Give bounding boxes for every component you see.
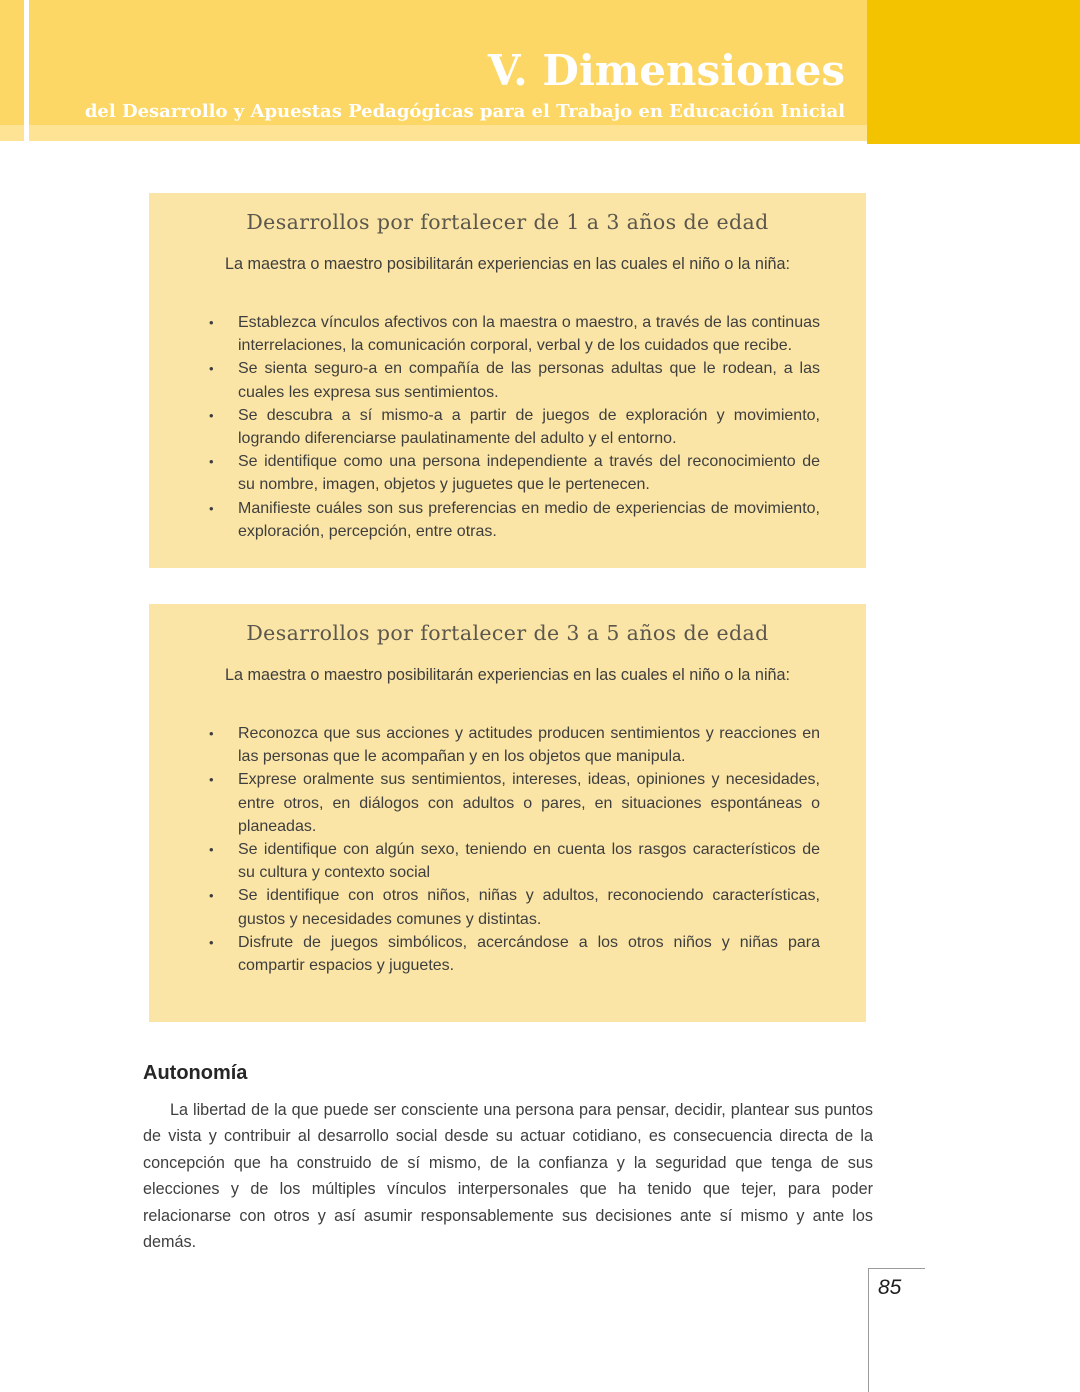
header-left-divider (24, 0, 29, 141)
bullet-list (149, 685, 866, 977)
list-item: • Se descubra a sí mismo-a a partir de juegos de exploración y movimiento, logrando diferenciarse paulatinamente del adulto y el entorno. (206, 404, 820, 450)
page-number-corner (868, 1268, 925, 1392)
header-bottom-fade (0, 125, 867, 141)
box-subtitle: La maestra o maestro posibilitarán experiencias en las cuales el niño o la niña: (224, 666, 791, 684)
box-title: Desarrollos por fortalecer de 1 a 3 años de edad (246, 210, 769, 234)
section-heading-autonomia: Autonomía (143, 1062, 248, 1084)
list-item: • Manifieste cuáles son sus preferencias en medio de experiencias de movimiento, exploración, percepción, entre otras. (206, 497, 820, 543)
autonomia-paragraph: La libertad de la que puede ser consciente una persona para pensar, decidir, plantear sus puntos de vista y contribuir al desarrollo social desde su actuar cotidiano, es consecuencia directa de la concepción que ha construido de sí mismo, de la confianza y la seguridad que tenga de sus elecciones y de los múltiples vínculos interpersonales que ha tenido que tejer, para poder relacionarse con otros y así asumir responsablemente sus decisiones ante sí mismo y ante los demás. (143, 1101, 873, 1252)
box-subtitle: La maestra o maestro posibilitarán experiencias en las cuales el niño o la niña: (224, 255, 791, 273)
list-item: • Se identifique con otros niños, niñas y adultos, reconociendo características, gustos y necesidades comunes y distintas. (206, 884, 820, 930)
list-item: • Se identifique con algún sexo, teniendo en cuenta los rasgos característicos de su cultura y contexto social (206, 838, 820, 884)
list-item: • Reconozca que sus acciones y actitudes producen sentimientos y reacciones en las personas que le acompañan y en los objetos que manipula. (206, 722, 820, 768)
chapter-title: V. Dimensiones (487, 46, 845, 95)
box-title: Desarrollos por fortalecer de 3 a 5 años de edad (246, 621, 769, 645)
development-box-1-3-years (149, 193, 866, 568)
list-item: • Disfrute de juegos simbólicos, acercándose a los otros niños y niñas para compartir espacios y juguetes. (206, 931, 820, 977)
list-item: • Se identifique como una persona independiente a través del reconocimiento de su nombre, imagen, objetos y juguetes que le pertenecen. (206, 450, 820, 496)
list-item: • Exprese oralmente sus sentimientos, intereses, ideas, opiniones y necesidades, entre otros, en diálogos con adultos o pares, en situaciones espontáneas o planeadas. (206, 768, 820, 838)
list-item: • Se sienta seguro-a en compañía de las personas adultas que le rodean, a las cuales les expresa sus sentimientos. (206, 357, 820, 403)
page-number: 85 (878, 1276, 902, 1299)
development-box-3-5-years (149, 604, 866, 1022)
chapter-subtitle: del Desarrollo y Apuestas Pedagógicas para el Trabajo en Educación Inicial (84, 101, 845, 122)
header-gold-block (867, 0, 1080, 144)
bullet-list (149, 274, 866, 543)
list-item: • Establezca vínculos afectivos con la maestra o maestro, a través de las continuas interrelaciones, la comunicación corporal, verbal y de los cuidados que recibe. (206, 311, 820, 357)
